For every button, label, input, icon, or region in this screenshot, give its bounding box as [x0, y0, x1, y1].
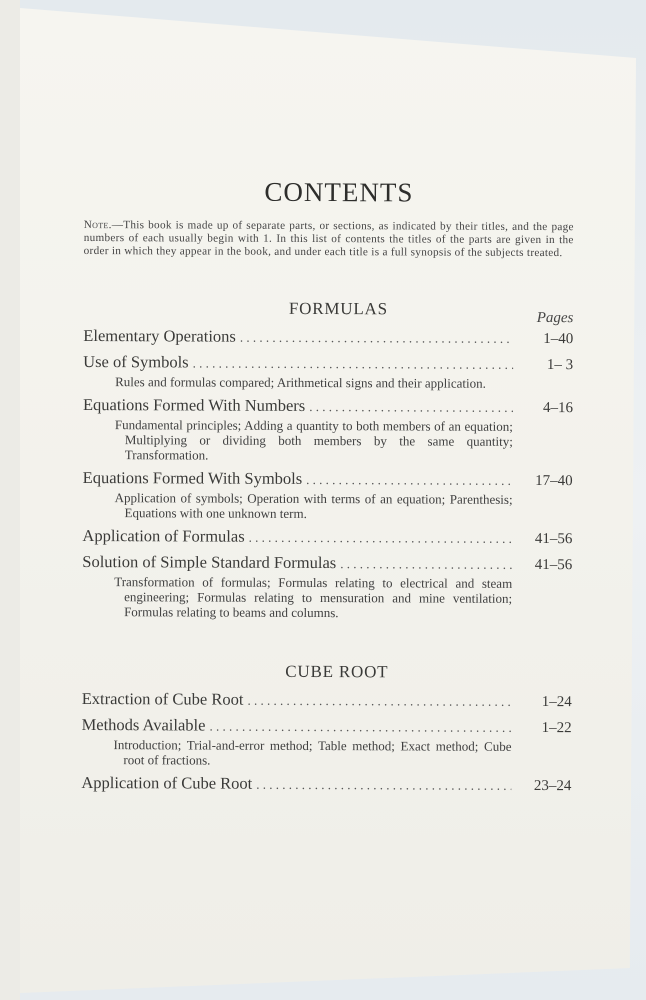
entry-pages: 1–22 [541, 720, 572, 737]
entry-synopsis: Transformation of formulas; Formulas relating to electrical and steam engineering; Formulas relating to mensuration and mine ventilation; Formulas relating to beams and columns. [114, 574, 513, 621]
dot-leader [209, 719, 511, 736]
dot-leader [340, 556, 512, 573]
section-formulas [82, 298, 573, 621]
dot-leader [249, 530, 513, 547]
dot-leader [247, 693, 511, 710]
entry-pages: 1– 3 [546, 357, 574, 374]
entry-title: Methods Available [81, 714, 206, 735]
entry-pages: 17–40 [535, 472, 573, 490]
entry-synopsis: Rules and formulas compared; Arithmetical signs and their application. [115, 374, 486, 391]
dot-leader [309, 399, 513, 416]
entry-title: Application of Cube Root [81, 772, 253, 793]
page-title: CONTENTS [264, 176, 414, 208]
dot-leader [306, 472, 513, 489]
toc-entry [82, 526, 572, 548]
dot-leader [240, 330, 513, 347]
toc-entry [82, 552, 572, 574]
entry-synopsis: Application of symbols; Operation with terms of an equation; Parenthesis; Equations with one unknown term. [114, 490, 513, 521]
entry-title: Extraction of Cube Root [81, 688, 244, 709]
section-title: CUBE ROOT [285, 661, 389, 682]
entry-pages: 1–24 [541, 694, 572, 711]
dot-leader [256, 777, 511, 794]
note-text: —This book is made up of separate parts, or sections, as indicated by their titles, and the page numbers of each usually begin with 1. In this list of contents the titles of the parts are given in the order in which they appear in the book, and under each title is a full synopsis of the subjects treated. [83, 219, 574, 260]
note-lead: Note. [83, 218, 112, 232]
entry-pages: 4–16 [542, 400, 574, 417]
toc-entry [82, 715, 572, 737]
toc-entry [83, 352, 573, 374]
adjacent-page-edge [0, 0, 20, 1000]
entry-synopsis: Introduction; Trial-and-error method; Table method; Exact method; Cube root of fractions. [113, 737, 512, 768]
toc-entry [81, 773, 571, 795]
toc-entry [83, 326, 573, 348]
entry-title: Use of Symbols [83, 351, 189, 372]
entry-pages: 41–56 [534, 556, 573, 574]
entry-synopsis: Fundamental principles; Adding a quantity to both members of an equation; Multiplying or dividing both members by the same quantity; Transformation. [114, 417, 513, 463]
entry-title: Equations Formed With Symbols [82, 467, 303, 488]
note-paragraph [84, 219, 574, 260]
section-cube-root [81, 661, 572, 795]
toc-entry [83, 468, 573, 490]
section-title: FORMULAS [288, 298, 388, 319]
entry-title: Solution of Simple Standard Formulas [82, 551, 337, 573]
entry-pages: 41–56 [534, 530, 573, 548]
pages-column-label: Pages [536, 309, 574, 327]
toc-entry [83, 395, 573, 417]
dot-leader [193, 355, 514, 372]
entry-pages: 23–24 [533, 777, 572, 795]
entry-title: Application of Formulas [82, 525, 245, 546]
contents-page-content [81, 176, 574, 795]
entry-title: Equations Formed With Numbers [82, 394, 306, 415]
toc-entry [82, 689, 572, 711]
entry-title: Elementary Operations [83, 325, 236, 346]
entry-pages: 1–40 [543, 331, 574, 348]
